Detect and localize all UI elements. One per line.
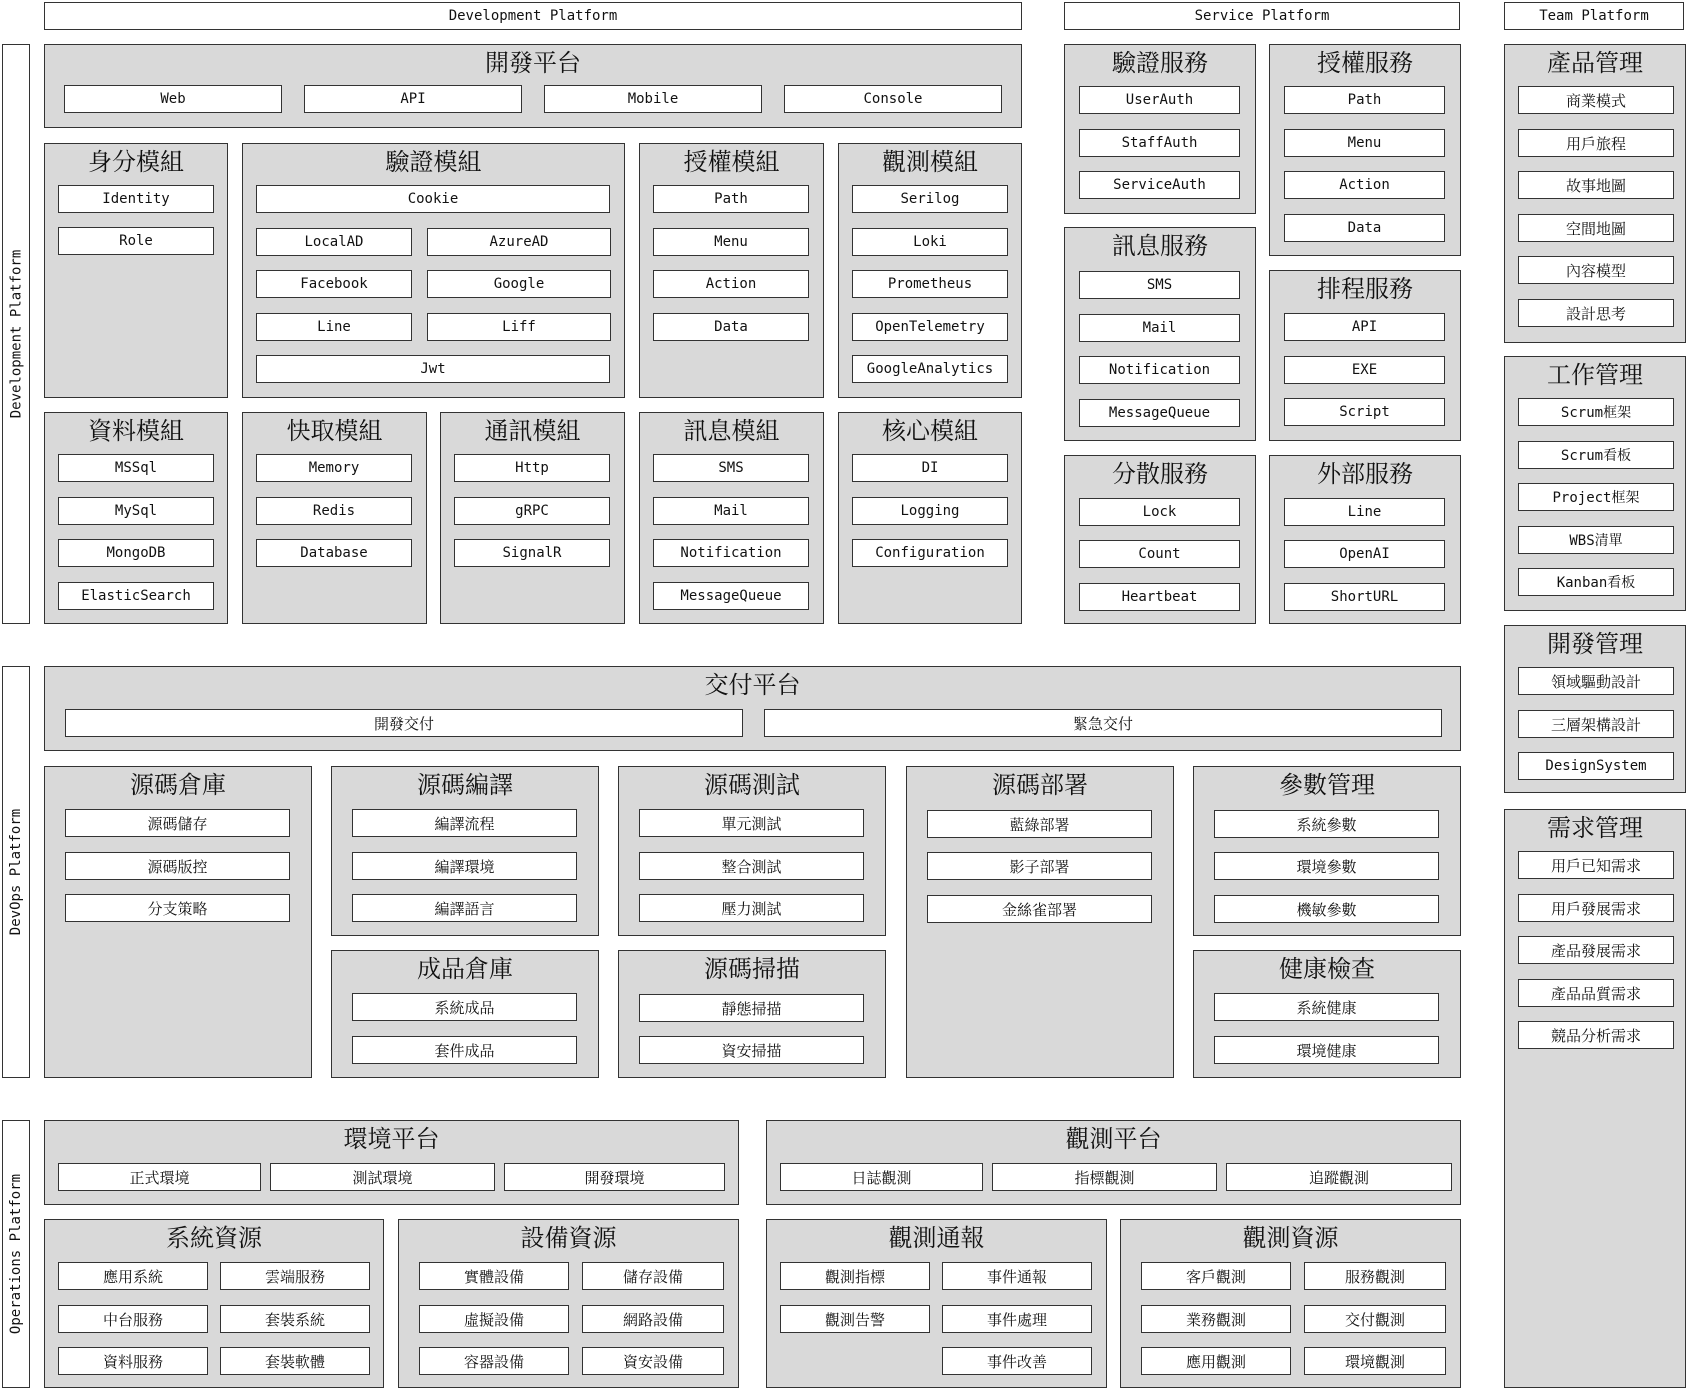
panel-title: 產品管理 xyxy=(1547,49,1643,77)
item-observe-alert: 觀測告警 xyxy=(780,1305,930,1333)
item-physical-device: 實體設備 xyxy=(419,1262,569,1290)
item-metric-observe: 指標觀測 xyxy=(992,1163,1217,1191)
item-project-framework: Project框架 xyxy=(1518,483,1674,511)
item-known-req: 用戶已知需求 xyxy=(1518,851,1674,879)
panel-param-mgmt xyxy=(1193,766,1461,936)
item-staffauth: StaffAuth xyxy=(1079,129,1240,157)
panel-authz-service xyxy=(1269,44,1461,256)
item-content-model: 內容模型 xyxy=(1518,256,1674,284)
item-source-storage: 源碼儲存 xyxy=(65,809,290,837)
item-liff: Liff xyxy=(427,313,611,341)
panel-req-mgmt xyxy=(1504,809,1686,1388)
item-stress-test: 壓力測試 xyxy=(639,894,864,922)
item-business-model: 商業模式 xyxy=(1518,86,1674,114)
item-kanban-board: Kanban看板 xyxy=(1518,568,1674,596)
item-line: Line xyxy=(1284,498,1445,526)
item-openai: OpenAI xyxy=(1284,540,1445,568)
item-trace-observe: 追蹤觀測 xyxy=(1226,1163,1452,1191)
panel-title: 核心模組 xyxy=(882,417,978,445)
item-security-scan: 資安掃描 xyxy=(639,1036,864,1064)
item-line: Line xyxy=(256,313,412,341)
item-integration-test: 整合測試 xyxy=(639,852,864,880)
item-grpc: gRPC xyxy=(454,497,610,525)
item-branch-strategy: 分支策略 xyxy=(65,894,290,922)
panel-title: 工作管理 xyxy=(1547,361,1643,389)
panel-title: 開發平台 xyxy=(485,49,581,77)
item-business-observe: 業務觀測 xyxy=(1141,1305,1291,1333)
panel-source-compile xyxy=(331,766,599,936)
item-loki: Loki xyxy=(852,228,1008,256)
item-designsystem: DesignSystem xyxy=(1518,752,1674,780)
panel-title: 觀測平台 xyxy=(1065,1125,1162,1153)
side-label-development xyxy=(2,44,30,624)
item-container-device: 容器設備 xyxy=(419,1347,569,1375)
item-storage-device: 儲存設備 xyxy=(582,1262,724,1290)
panel-title: 分散服務 xyxy=(1112,460,1208,488)
item-prometheus: Prometheus xyxy=(852,270,1008,298)
item-script: Script xyxy=(1284,398,1445,426)
item-action: Action xyxy=(1284,171,1445,199)
panel-title: 觀測資源 xyxy=(1242,1224,1339,1252)
item-package-artifact: 套件成品 xyxy=(352,1036,577,1064)
panel-core-module xyxy=(838,412,1022,624)
item-unit-test: 單元測試 xyxy=(639,809,864,837)
item-blue-green: 藍綠部署 xyxy=(927,810,1152,838)
item-cookie: Cookie xyxy=(256,185,610,213)
panel-product-mgmt xyxy=(1504,44,1686,343)
panel-device-resource xyxy=(398,1219,739,1388)
side-label-operations-text: Operations Platform xyxy=(8,1173,24,1335)
item-database: Database xyxy=(256,539,412,567)
item-serviceauth: ServiceAuth xyxy=(1079,171,1240,199)
panel-title: 交付平台 xyxy=(704,671,801,699)
item-data: Data xyxy=(653,313,809,341)
item-system-param: 系統參數 xyxy=(1214,810,1439,838)
item-compile-flow: 編譯流程 xyxy=(352,809,577,837)
item-source-versioning: 源碼版控 xyxy=(65,852,290,880)
item-lock: Lock xyxy=(1079,498,1240,526)
item-messagequeue: MessageQueue xyxy=(1079,399,1240,427)
panel-external-service xyxy=(1269,455,1461,624)
item-google: Google xyxy=(427,270,611,298)
item-mongodb: MongoDB xyxy=(58,539,214,567)
item-role: Role xyxy=(58,227,214,255)
item-configuration: Configuration xyxy=(852,539,1008,567)
panel-title: 訊息服務 xyxy=(1112,232,1208,260)
item-space-map: 空間地圖 xyxy=(1518,214,1674,242)
item-api: API xyxy=(304,85,522,113)
item-competitor-req: 競品分析需求 xyxy=(1518,1021,1674,1049)
item-system-artifact: 系統成品 xyxy=(352,993,577,1021)
panel-identity-module xyxy=(44,143,228,398)
panel-title: 環境平台 xyxy=(343,1125,440,1153)
item-virtual-device: 虛擬設備 xyxy=(419,1305,569,1333)
panel-dev-mgmt xyxy=(1504,625,1686,793)
item-di: DI xyxy=(852,454,1008,482)
item-cloud-service: 雲端服務 xyxy=(220,1262,370,1290)
item-shorturl: ShortURL xyxy=(1284,583,1445,611)
item-test-env: 測試環境 xyxy=(270,1163,495,1191)
panel-auth-module xyxy=(242,143,625,398)
panel-title: 源碼掃描 xyxy=(704,955,800,983)
item-canary-deploy: 金絲雀部署 xyxy=(927,895,1152,923)
item-exe: EXE xyxy=(1284,356,1445,384)
side-label-operations xyxy=(2,1120,30,1388)
item-scrum-board: Scrum看板 xyxy=(1518,441,1674,469)
item-shadow-deploy: 影子部署 xyxy=(927,852,1152,880)
item-action: Action xyxy=(653,270,809,298)
panel-title: 健康檢查 xyxy=(1279,955,1375,983)
item-sms: SMS xyxy=(1079,271,1240,299)
item-static-scan: 靜態掃描 xyxy=(639,994,864,1022)
item-data: Data xyxy=(1284,214,1445,242)
item-delivery-observe: 交付觀測 xyxy=(1304,1305,1446,1333)
item-system-health: 系統健康 xyxy=(1214,993,1439,1021)
item-userauth: UserAuth xyxy=(1079,86,1240,114)
item-memory: Memory xyxy=(256,454,412,482)
panel-title: 授權服務 xyxy=(1317,49,1413,77)
item-heartbeat: Heartbeat xyxy=(1079,583,1240,611)
panel-work-mgmt xyxy=(1504,356,1686,611)
item-signalr: SignalR xyxy=(454,539,610,567)
panel-title: 成品倉庫 xyxy=(417,955,513,983)
side-label-devops xyxy=(2,666,30,1078)
panel-title: 通訊模組 xyxy=(484,417,581,445)
item-event-handling: 事件處理 xyxy=(942,1305,1092,1333)
item-compile-lang: 編譯語言 xyxy=(352,894,577,922)
item-scrum-framework: Scrum框架 xyxy=(1518,398,1674,426)
item-web: Web xyxy=(64,85,282,113)
item-jwt: Jwt xyxy=(256,355,610,383)
item-app-system: 應用系統 xyxy=(58,1262,208,1290)
item-security-device: 資安設備 xyxy=(582,1347,724,1375)
item-path: Path xyxy=(1284,86,1445,114)
item-product-dev-req: 產品發展需求 xyxy=(1518,936,1674,964)
panel-schedule-service xyxy=(1269,270,1461,441)
item-env-observe: 環境觀測 xyxy=(1304,1347,1446,1375)
side-label-development-text: Development Platform xyxy=(8,249,25,419)
item-three-tier: 三層架構設計 xyxy=(1518,710,1674,738)
panel-title: 身分模組 xyxy=(88,148,184,176)
item-user-journey: 用戶旅程 xyxy=(1518,129,1674,157)
panel-observe-notify xyxy=(766,1219,1107,1388)
item-packaged-software: 套裝軟體 xyxy=(220,1347,370,1375)
item-googleanalytics: GoogleAnalytics xyxy=(852,355,1008,383)
panel-title: 源碼部署 xyxy=(992,771,1088,799)
panel-observe-resource xyxy=(1120,1219,1461,1388)
item-story-map: 故事地圖 xyxy=(1518,171,1674,199)
panel-env-platform xyxy=(44,1120,739,1205)
item-user-dev-req: 用戶發展需求 xyxy=(1518,894,1674,922)
item-mobile: Mobile xyxy=(544,85,762,113)
panel-source-test xyxy=(618,766,886,936)
item-azuread: AzureAD xyxy=(427,228,611,256)
item-network-device: 網路設備 xyxy=(582,1305,724,1333)
panel-system-resource xyxy=(44,1219,384,1388)
item-redis: Redis xyxy=(256,497,412,525)
item-env-param: 環境參數 xyxy=(1214,852,1439,880)
item-event-notify: 事件通報 xyxy=(942,1262,1092,1290)
item-api: API xyxy=(1284,313,1445,341)
item-secret-param: 機敏參數 xyxy=(1214,895,1439,923)
panel-title: 資料模組 xyxy=(88,417,184,445)
item-app-observe: 應用觀測 xyxy=(1141,1347,1291,1375)
panel-title: 開發管理 xyxy=(1547,630,1643,658)
item-mssql: MSSql xyxy=(58,454,214,482)
panel-delivery-platform xyxy=(44,666,1461,751)
panel-title: 外部服務 xyxy=(1317,460,1413,488)
panel-source-scan xyxy=(618,950,886,1078)
item-console: Console xyxy=(784,85,1002,113)
panel-title: 授權模組 xyxy=(683,148,780,176)
panel-title: 觀測模組 xyxy=(882,148,978,176)
header-development-platform: Development Platform xyxy=(44,2,1022,30)
panel-artifact-repo xyxy=(331,950,599,1078)
item-notification: Notification xyxy=(1079,356,1240,384)
item-mysql: MySql xyxy=(58,497,214,525)
panel-title: 觀測通報 xyxy=(888,1224,985,1252)
item-count: Count xyxy=(1079,540,1240,568)
item-menu: Menu xyxy=(1284,129,1445,157)
panel-title: 源碼倉庫 xyxy=(130,771,226,799)
item-compile-env: 編譯環境 xyxy=(352,852,577,880)
item-prod-env: 正式環境 xyxy=(58,1163,261,1191)
item-identity: Identity xyxy=(58,185,214,213)
panel-comm-module xyxy=(440,412,625,624)
item-localad: LocalAD xyxy=(256,228,412,256)
header-team-platform: Team Platform xyxy=(1504,2,1684,30)
item-log-observe: 日誌觀測 xyxy=(780,1163,983,1191)
panel-observe-platform xyxy=(766,1120,1461,1205)
panel-message-service xyxy=(1064,227,1256,441)
item-wbs-list: WBS清單 xyxy=(1518,526,1674,554)
panel-title: 驗證模組 xyxy=(385,148,482,176)
item-path: Path xyxy=(653,185,809,213)
panel-source-repo xyxy=(44,766,312,1078)
panel-source-deploy xyxy=(906,766,1174,1078)
item-notification: Notification xyxy=(653,539,809,567)
item-observe-metric: 觀測指標 xyxy=(780,1262,930,1290)
item-customer-observe: 客戶觀測 xyxy=(1141,1262,1291,1290)
item-service-observe: 服務觀測 xyxy=(1304,1262,1446,1290)
item-serilog: Serilog xyxy=(852,185,1008,213)
panel-title: 快取模組 xyxy=(286,417,383,445)
item-ddd: 領域驅動設計 xyxy=(1518,667,1674,695)
item-elasticsearch: ElasticSearch xyxy=(58,582,214,610)
panel-authz-module xyxy=(639,143,824,398)
side-label-devops-text: DevOps Platform xyxy=(8,808,24,936)
item-env-health: 環境健康 xyxy=(1214,1036,1439,1064)
item-opentelemetry: OpenTelemetry xyxy=(852,313,1008,341)
item-design-thinking: 設計思考 xyxy=(1518,299,1674,327)
panel-title: 參數管理 xyxy=(1279,771,1375,799)
item-data-service: 資料服務 xyxy=(58,1347,208,1375)
panel-title: 源碼編譯 xyxy=(417,771,513,799)
panel-title: 需求管理 xyxy=(1547,814,1643,842)
panel-cache-module xyxy=(242,412,427,624)
item-urgent-delivery: 緊急交付 xyxy=(764,709,1442,737)
panel-message-module xyxy=(639,412,824,624)
panel-data-module xyxy=(44,412,228,624)
item-menu: Menu xyxy=(653,228,809,256)
panel-title: 系統資源 xyxy=(166,1224,262,1252)
panel-title: 設備資源 xyxy=(520,1224,617,1252)
panel-title: 排程服務 xyxy=(1317,275,1413,303)
item-http: Http xyxy=(454,454,610,482)
panel-dev-platform xyxy=(44,44,1022,128)
panel-observe-module xyxy=(838,143,1022,398)
item-packaged-system: 套裝系統 xyxy=(220,1305,370,1333)
item-quality-req: 產品品質需求 xyxy=(1518,979,1674,1007)
panel-health-check xyxy=(1193,950,1461,1078)
item-dev-delivery: 開發交付 xyxy=(65,709,743,737)
panel-distributed-service xyxy=(1064,455,1256,624)
item-messagequeue: MessageQueue xyxy=(653,582,809,610)
item-sms: SMS xyxy=(653,454,809,482)
item-dev-env: 開發環境 xyxy=(504,1163,725,1191)
panel-title: 訊息模組 xyxy=(683,417,780,445)
panel-auth-service xyxy=(1064,44,1256,214)
item-event-improve: 事件改善 xyxy=(942,1347,1092,1375)
panel-title: 驗證服務 xyxy=(1112,49,1208,77)
item-logging: Logging xyxy=(852,497,1008,525)
panel-title: 源碼測試 xyxy=(704,771,800,799)
item-mail: Mail xyxy=(653,497,809,525)
item-middle-service: 中台服務 xyxy=(58,1305,208,1333)
header-service-platform: Service Platform xyxy=(1064,2,1460,30)
item-facebook: Facebook xyxy=(256,270,412,298)
item-mail: Mail xyxy=(1079,314,1240,342)
